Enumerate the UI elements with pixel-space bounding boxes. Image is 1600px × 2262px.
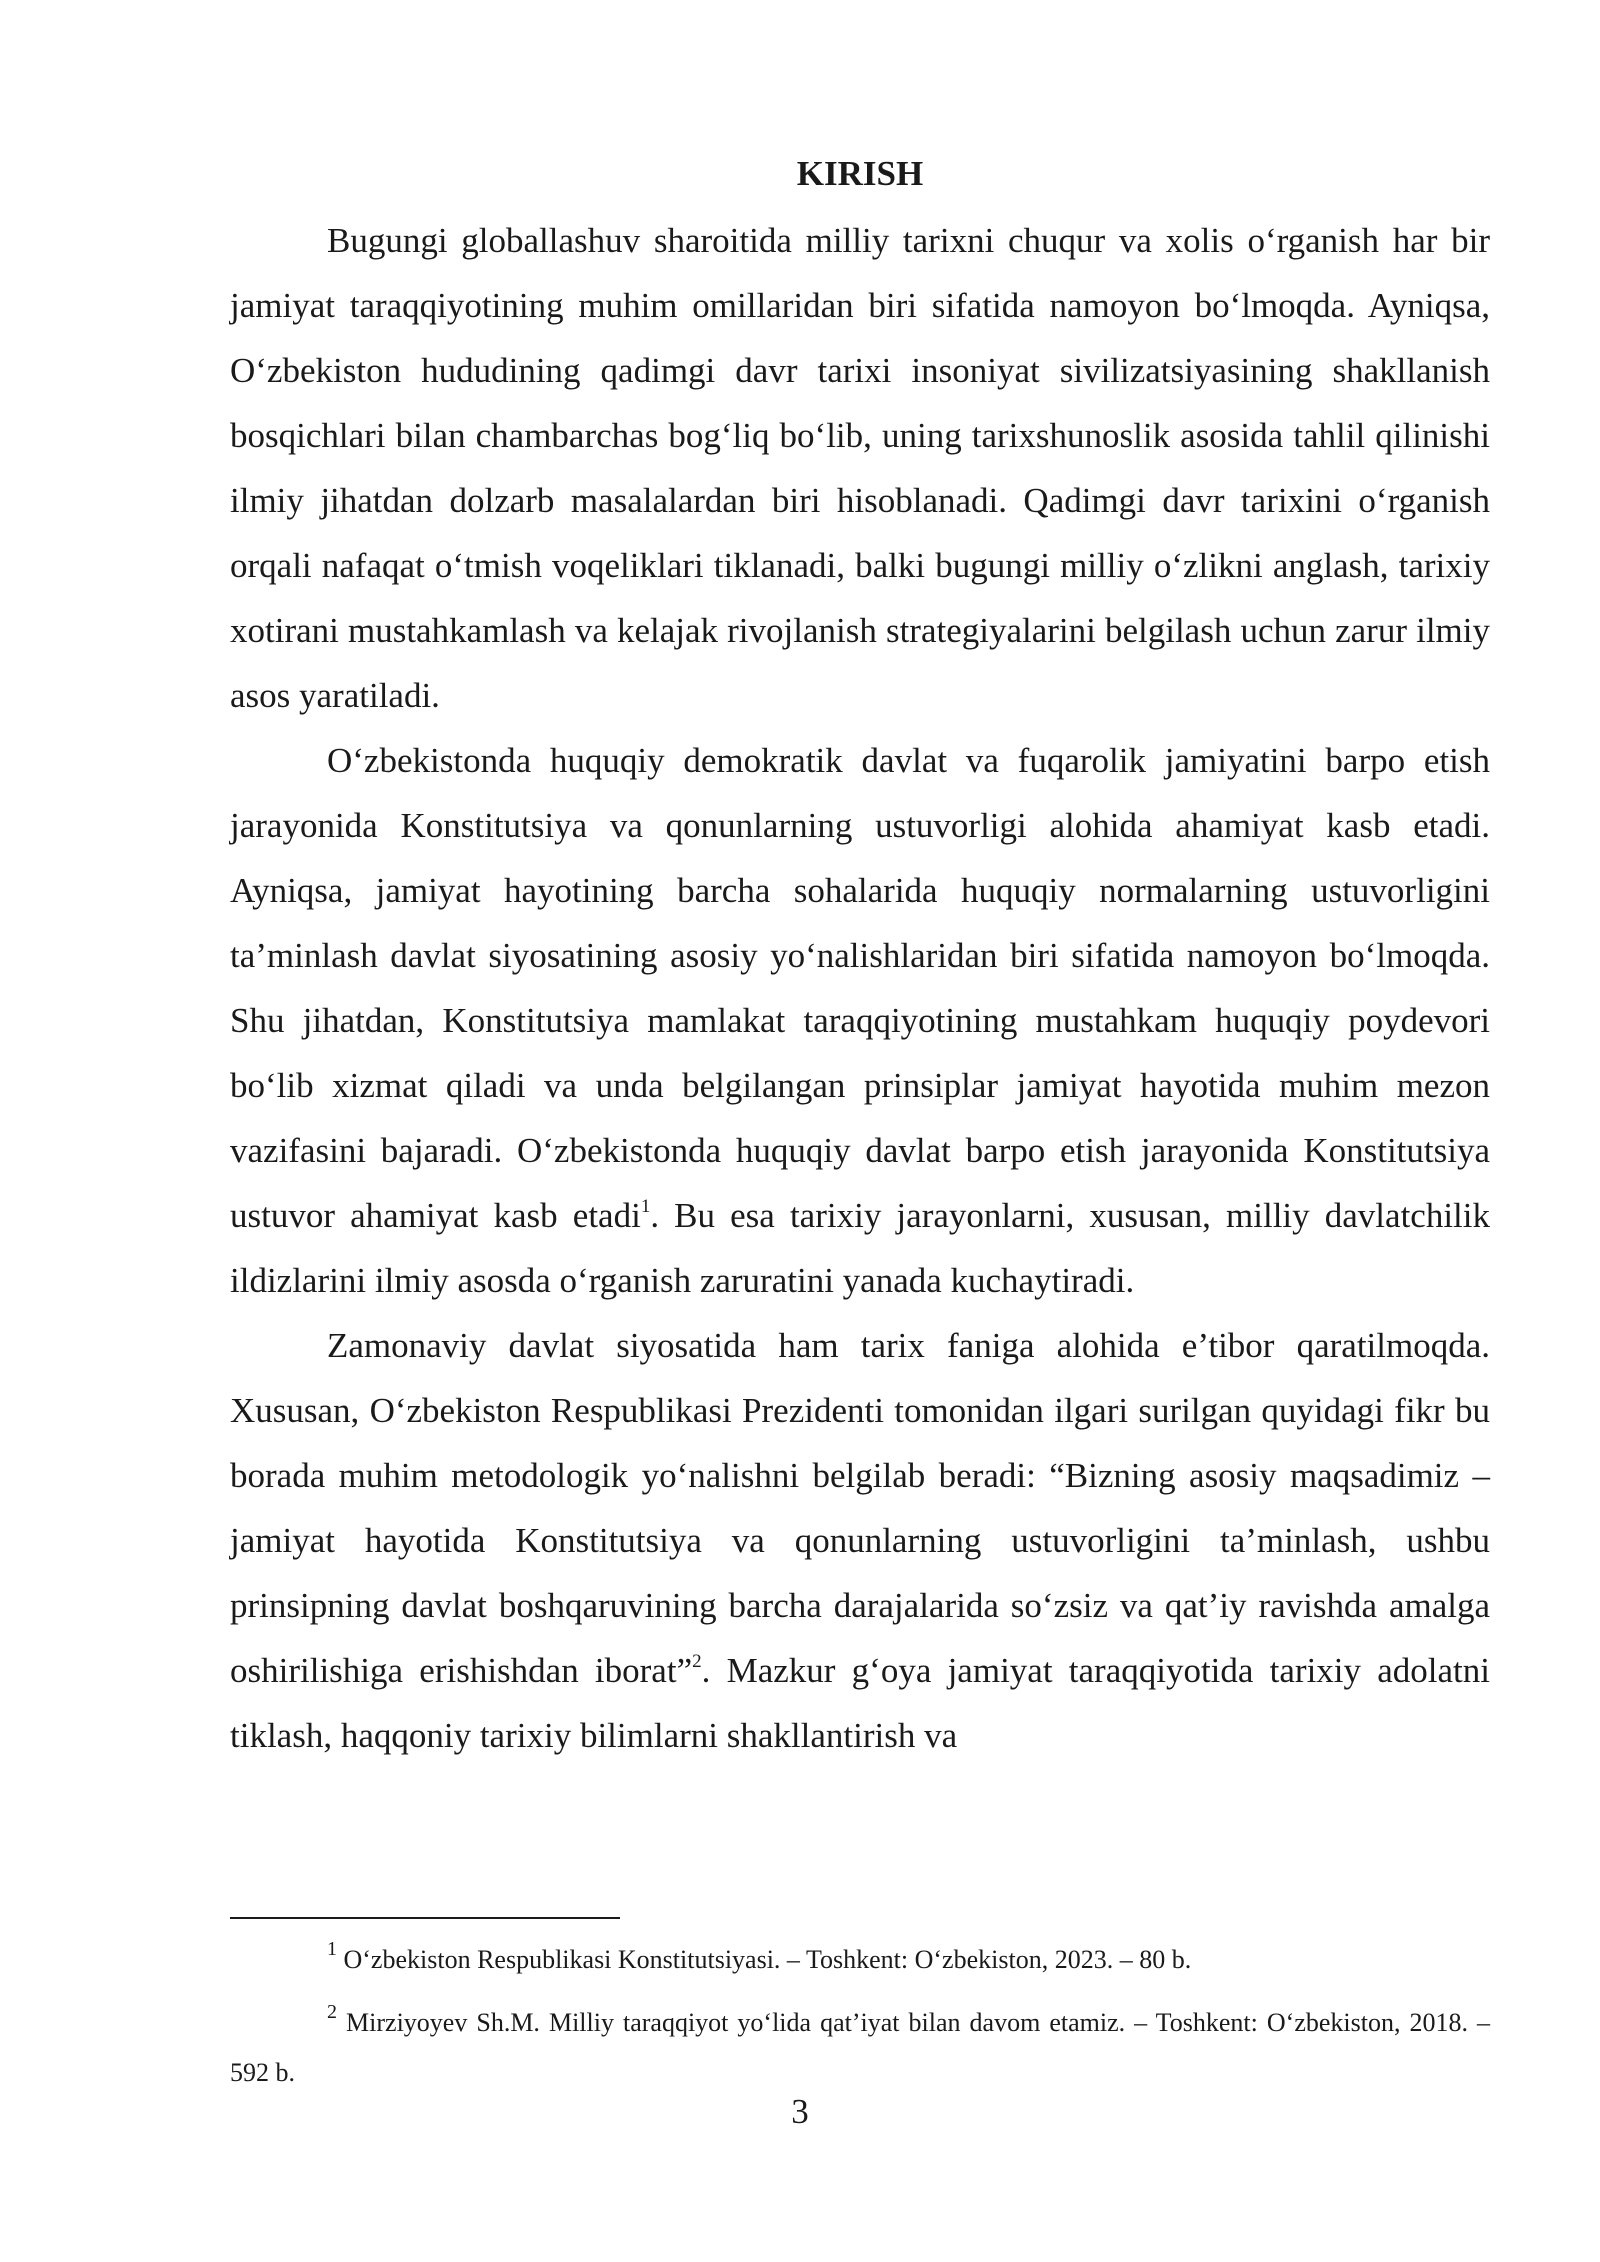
footnote-text: Mirziyoyev Sh.M. Milliy taraqqiyot yo‘lida qat’iyat bilan davom etamiz. – Toshkent: O‘zbekiston, 2018. – 592 b.: [230, 2008, 1491, 2087]
footnote-2: [230, 1998, 1490, 2098]
footnote-reference-1[interactable]: 1: [640, 1196, 651, 1217]
paragraph-text: Bugungi globallashuv sharoitida milliy tarixni chuqur va xolis o‘rganish har bir jamiyat taraqqiyotining muhim omillaridan biri sifatida namoyon bo‘lmoqda. Ayniqsa, O‘zbekiston hududining qadimgi davr tarixi insoniyat sivilizatsiyasining shakllanish bosqichlari bilan chambarchas bog‘liq bo‘lib, uning tarixshunoslik asosida tahlil qilinishi ilmiy jihatdan dolzarb masalalardan biri hisoblanadi. Qadimgi davr tarixini o‘rganish orqali nafaqat o‘tmish voqeliklari tiklanadi, balki bugungi milliy o‘zlikni anglash, tarixiy xotirani mustahkamlash va kelajak rivojlanish strategiyalarini belgilash uchun zarur ilmiy asos yaratiladi.: [230, 221, 1490, 715]
footnote-number: 1: [327, 1938, 337, 1960]
footnote-number: 2: [327, 2001, 337, 2023]
footnotes-section: [230, 1935, 1490, 2111]
paragraph-text: Zamonaviy davlat siyosatida ham tarix faniga alohida e’tibor qaratilmoqda. Xususan, O‘zbekiston Respublikasi Prezidenti tomonidan ilgari surilgan quyidagi fikr bu borada muhim metodologik yo‘nalishni belgilab beradi: “Bizning asosiy maqsadimiz – jamiyat hayotida Konstitutsiya va qonunlarning ustuvorligini ta’minlash, ushbu prinsipning davlat boshqaruvining barcha darajalarida so‘zsiz va qat’iy ravishda amalga oshirilishiga erishishdan iborat”: [230, 1326, 1490, 1690]
body-text: [230, 208, 1490, 1768]
footnote-separator: [230, 1917, 620, 1919]
paragraph-3: [230, 1313, 1490, 1768]
footnote-text: O‘zbekiston Respublikasi Konstitutsiyasi. – Toshkent: O‘zbekiston, 2023. – 80 b.: [343, 1945, 1192, 1974]
footnote-1: [230, 1935, 1490, 1985]
page-title: KIRISH: [796, 154, 924, 193]
paragraph-text-continued: . Bu esa tarixiy jarayonlarni, xususan, milliy davlatchilik ildizlarini ilmiy asosda o‘rganish zaruratini yanada kuchaytiradi.: [230, 1196, 1490, 1300]
paragraph-text: O‘zbekistonda huquqiy demokratik davlat va fuqarolik jamiyatini barpo etish jarayonida Konstitutsiya va qonunlarning ustuvorligi alohida ahamiyat kasb etadi. Ayniqsa, jamiyat hayotining barcha sohalarida huquqiy normalarning ustuvorligini ta’minlash davlat siyosatining asosiy yo‘nalishlaridan biri sifatida namoyon bo‘lmoqda. Shu jihatdan, Konstitutsiya mamlakat taraqqiyotining mustahkam huquqiy poydevori bo‘lib xizmat qiladi va unda belgilangan prinsiplar jamiyat hayotida muhim mezon vazifasini bajaradi. O‘zbekistonda huquqiy davlat barpo etish jarayonida Konstitutsiya ustuvor ahamiyat kasb etadi: [230, 741, 1490, 1235]
paragraph-text-continued: . Mazkur g‘oya jamiyat taraqqiyotida tarixiy adolatni tiklash, haqqoniy tarixiy bilimlarni shakllantirish va: [230, 1651, 1491, 1755]
paragraph-2: [230, 728, 1490, 1313]
page-number: 3: [791, 2092, 809, 2131]
paragraph-1: [230, 208, 1490, 728]
footnote-reference-2[interactable]: 2: [692, 1651, 702, 1672]
